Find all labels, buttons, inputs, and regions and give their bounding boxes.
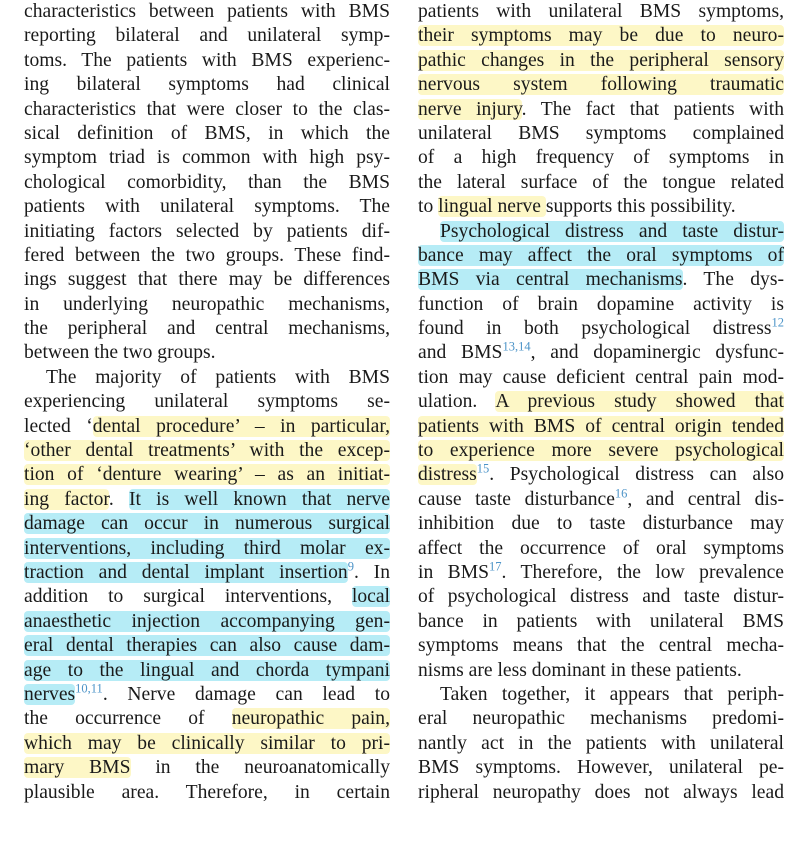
right-column-text-line: [418, 439, 784, 463]
highlighted-text-blue: nerves: [24, 683, 76, 705]
highlighted-text-blue: It is well known that nerve: [128, 488, 391, 510]
reference-superscript[interactable]: 16: [614, 486, 628, 501]
body-text: of psychological distress and taste distur-: [418, 586, 784, 608]
body-text: inhibition due to taste disturbance may: [418, 513, 784, 535]
body-text: affect the occurrence of oral symptoms: [418, 537, 784, 559]
right-column-text-line: [418, 317, 784, 341]
body-text: unilateral BMS symptoms complained: [418, 122, 784, 144]
right-column-text-line: [418, 756, 784, 780]
reference-superscript[interactable]: 15: [476, 461, 490, 476]
left-column-text-line: [24, 659, 390, 683]
left-column-text-line: [24, 366, 390, 390]
left-column-text-line: [24, 341, 390, 365]
right-column-text-line: [418, 146, 784, 170]
right-column-text-line: [418, 49, 784, 73]
highlighted-text-yellow: to experience more severe psychological: [418, 440, 784, 462]
highlighted-text-blue: BMS via central mechanisms: [418, 269, 683, 291]
body-text: . Psychological distress can also: [489, 464, 784, 486]
right-column-text-line: [418, 366, 784, 390]
right-column-text-line: [418, 415, 784, 439]
right-column-text-line: [418, 341, 784, 365]
left-column-text-line: [24, 537, 390, 561]
body-text: . Therefore, the low prevalence: [501, 561, 785, 583]
body-text: found in both psychological distress: [418, 318, 772, 340]
body-text: characteristics that were closer to the clas-: [24, 98, 390, 120]
left-column-text-line: [24, 756, 390, 780]
body-text: function of brain dopamine activity is: [418, 293, 784, 315]
left-column-text-line: [24, 195, 390, 219]
right-column-text-line: [418, 220, 784, 244]
right-column-text-line: [418, 195, 784, 219]
left-column-text-line: [24, 171, 390, 195]
body-text: symptom triad is common with high psy-: [24, 147, 390, 169]
highlighted-text-yellow: nerve injury: [418, 98, 522, 120]
highlighted-text-yellow: dental procedure’ – in particular,: [92, 415, 390, 437]
highlighted-text-blue: traction and dental implant insertion: [24, 561, 348, 583]
body-text: the peripheral and central mechanisms,: [24, 318, 390, 340]
highlighted-text-blue: interventions, including third molar ex-: [24, 537, 390, 559]
left-column-text-line: [24, 415, 390, 439]
highlighted-text-yellow: distress: [418, 464, 477, 486]
body-text: and BMS: [418, 342, 503, 364]
body-text: cause taste disturbance: [418, 488, 615, 510]
body-text: tion may cause deficient central pain mod-: [418, 366, 784, 388]
left-column-text-line: [24, 98, 390, 122]
right-column-text-line: [418, 585, 784, 609]
highlighted-text-yellow: which may be clinically similar to pri-: [24, 732, 390, 754]
body-text: in underlying neuropathic mechanisms,: [24, 293, 390, 315]
right-column-text-line: [418, 73, 784, 97]
highlighted-text-yellow: patients with BMS of central origin tended: [418, 415, 784, 437]
body-text: reporting bilateral and unilateral symp-: [24, 25, 390, 47]
highlighted-text-yellow: A previous study showed that: [495, 391, 784, 413]
body-text: experiencing unilateral symptoms se-: [24, 391, 390, 413]
left-column-text-line: [24, 146, 390, 170]
highlighted-text-blue: Psychological distress and taste distur-: [440, 220, 784, 242]
body-text: nantly act in the patients with unilateral: [418, 732, 784, 754]
body-text: symptoms means that the central mecha-: [418, 635, 784, 657]
highlighted-text-blue: eral dental therapies can also cause dam-: [24, 635, 390, 657]
body-text: . The dys-: [682, 269, 784, 291]
left-column-text-line: [24, 732, 390, 756]
body-text: between the two groups.: [24, 342, 216, 364]
right-column-text-line: [418, 683, 784, 707]
reference-superscript[interactable]: 17: [489, 559, 502, 574]
body-text: supports this possibility.: [545, 196, 736, 218]
right-column-text-line: [418, 512, 784, 536]
right-column-text-line: [418, 98, 784, 122]
highlighted-text-yellow: their symptoms may be due to neuro-: [418, 25, 784, 47]
left-column-text-line: [24, 463, 390, 487]
body-text: fered between the two groups. These find-: [24, 244, 390, 266]
body-text: Taken together, it appears that periph-: [440, 683, 784, 705]
left-text-column: [24, 0, 390, 805]
right-column-text-line: [418, 659, 784, 683]
body-text: patients with unilateral symptoms. The: [24, 196, 390, 218]
body-text: characteristics between patients with BMS: [24, 1, 390, 22]
reference-superscript[interactable]: 13,14: [502, 339, 531, 354]
right-column-text-line: [418, 293, 784, 317]
left-column-text-line: [24, 317, 390, 341]
left-column-text-line: [24, 293, 390, 317]
right-column-text-line: [418, 24, 784, 48]
right-text-column: [418, 0, 784, 805]
highlighted-text-yellow: mary BMS: [24, 757, 131, 779]
left-column-text-line: [24, 244, 390, 268]
body-text: chological comorbidity, than the BMS: [24, 171, 390, 193]
highlighted-text-blue: anaesthetic injection accompanying gen-: [24, 610, 390, 632]
left-column-text-line: [24, 683, 390, 707]
highlighted-text-yellow: neuropathic pain,: [231, 708, 390, 730]
highlighted-text-blue: age to the lingual and chorda tympani: [24, 659, 390, 681]
highlighted-text-yellow: pathic changes in the peripheral sensory: [418, 49, 784, 71]
body-text: ing bilateral symptoms had clinical: [24, 74, 390, 96]
right-column-text-line: [418, 488, 784, 512]
body-text: lected ‘: [24, 415, 93, 437]
left-column-text-line: [24, 122, 390, 146]
body-text: patients with unilateral BMS symptoms,: [418, 1, 784, 22]
left-column-text-line: [24, 512, 390, 536]
body-text: The majority of patients with BMS: [46, 366, 390, 388]
body-text: ripheral neuropathy does not always lead: [418, 781, 784, 803]
left-column-text-line: [24, 781, 390, 805]
right-column-text-line: [418, 244, 784, 268]
body-text: , and central dis-: [627, 488, 784, 510]
left-column-text-line: [24, 390, 390, 414]
body-text: nisms are less dominant in these patients.: [418, 659, 742, 681]
highlighted-text-yellow: ing factor: [24, 488, 109, 510]
left-column-text-line: [24, 439, 390, 463]
body-text: of a high frequency of symptoms in: [418, 147, 784, 169]
right-column-text-line: [418, 732, 784, 756]
right-column-text-line: [418, 171, 784, 195]
right-column-text-line: [418, 781, 784, 805]
right-column-text-line: [418, 634, 784, 658]
body-text: addition to surgical interventions,: [24, 586, 352, 608]
right-column-text-line: [418, 0, 784, 24]
reference-superscript[interactable]: 9: [347, 559, 354, 574]
left-column-text-line: [24, 634, 390, 658]
body-text: . The fact that patients with: [521, 98, 784, 120]
left-column-text-line: [24, 268, 390, 292]
left-column-text-line: [24, 707, 390, 731]
body-text: . In: [353, 561, 390, 583]
body-text: to: [418, 196, 439, 218]
body-text: . Nerve damage can lead to: [102, 683, 390, 705]
body-text: in the neuroanatomically: [130, 757, 391, 779]
highlighted-text-blue: local: [351, 586, 390, 608]
body-text: plausible area. Therefore, in certain: [24, 781, 390, 803]
body-text: bance in patients with unilateral BMS: [418, 610, 784, 632]
body-text: ulation.: [418, 391, 496, 413]
left-column-text-line: [24, 610, 390, 634]
left-column-text-line: [24, 49, 390, 73]
left-column-text-line: [24, 220, 390, 244]
right-column-text-line: [418, 610, 784, 634]
left-column-text-line: [24, 73, 390, 97]
body-text: toms. The patients with BMS experienc-: [24, 49, 390, 71]
left-column-text-line: [24, 24, 390, 48]
right-column-text-line: [418, 122, 784, 146]
highlighted-text-yellow: tion of ‘denture wearing’ – as an initiat-: [24, 464, 390, 486]
body-text: BMS symptoms. However, unilateral pe-: [418, 757, 784, 779]
body-text: the occurrence of: [24, 708, 232, 730]
reference-superscript[interactable]: 12: [771, 315, 784, 330]
body-text: the lateral surface of the tongue related: [418, 171, 784, 193]
right-column-text-line: [418, 537, 784, 561]
highlighted-text-yellow: lingual nerve: [438, 196, 546, 218]
highlighted-text-yellow: nervous system following traumatic: [418, 74, 784, 96]
right-column-text-line: [418, 463, 784, 487]
left-column-text-line: [24, 488, 390, 512]
highlighted-text-blue: bance may affect the oral symptoms of: [418, 244, 784, 266]
left-column-text-line: [24, 0, 390, 24]
body-text: in BMS: [418, 561, 490, 583]
body-text: , and dopaminergic dysfunc-: [530, 342, 784, 364]
right-column-text-line: [418, 707, 784, 731]
body-text: .: [108, 488, 129, 510]
body-text: eral neuropathic mechanisms predomi-: [418, 708, 784, 730]
right-column-text-line: [418, 561, 784, 585]
highlighted-text-yellow: ‘other dental treatments’ with the excep-: [24, 440, 390, 462]
body-text: initiating factors selected by patients dif-: [24, 220, 390, 242]
left-column-text-line: [24, 561, 390, 585]
reference-superscript[interactable]: 10,11: [75, 681, 103, 696]
highlighted-text-blue: damage can occur in numerous surgical: [24, 513, 390, 535]
body-text: sical definition of BMS, in which the: [24, 122, 390, 144]
right-column-text-line: [418, 268, 784, 292]
left-column-text-line: [24, 585, 390, 609]
right-column-text-line: [418, 390, 784, 414]
body-text: ings suggest that there may be differences: [24, 269, 390, 291]
